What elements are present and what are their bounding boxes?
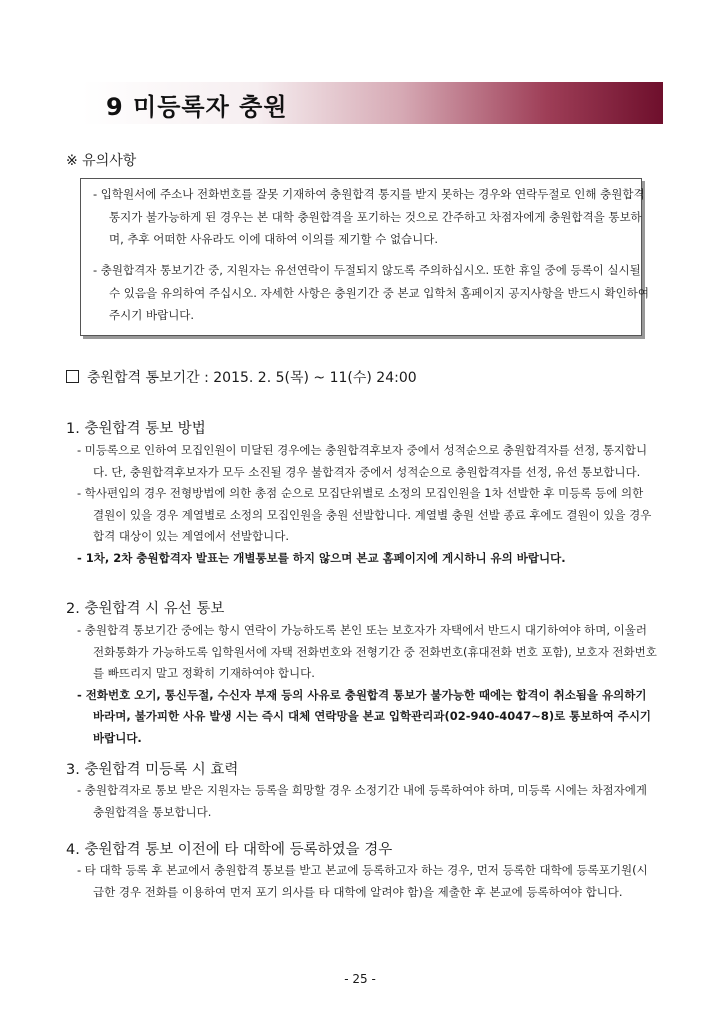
note-heading: ※ 유의사항: [66, 153, 137, 169]
section-heading: 1. 충원합격 통보 방법: [66, 421, 206, 437]
notification-period: [66, 367, 417, 387]
list-item: - 충원합격 통보기간 중에는 항시 연락이 가능하도록 본인 또는 보호자가 자택에서 반드시 대기하여야 하며, 이울러 전화통화가 가능하도록 입학원서에 자택 전화번호와 전형기간 중 전화번호(휴대전화 번호 포함), 보호자 전화번호를 빠뜨리지 말고 정확히 기재하여야 합니다.: [77, 623, 657, 680]
checkbox-icon: [66, 370, 79, 383]
list-item: - 충원합격자로 통보 받은 지원자는 등록을 희망할 경우 소정기간 내에 등록하여야 하며, 미등록 시에는 차점자에게 충원합격을 통보합니다.: [77, 783, 647, 819]
list-item: - 전화번호 오기, 통신두절, 수신자 부재 등의 사유로 충원합격 통보가 불가능한 때에는 합격이 취소됨을 유의하기 바라며, 불가피한 사유 발생 시는 즉시 대체 연락망을 본교 입학관리과(02-940-4047~8)로 통보하여 주시기 바랍니다.: [77, 687, 652, 745]
list-item: - 1차, 2차 충원합격자 발표는 개별통보를 하지 않으며 본교 홈페이지에 게시하니 유의 바랍니다.: [77, 550, 566, 565]
section-heading: 2. 충원합격 시 유선 통보: [66, 601, 225, 617]
list-item: - 타 대학 등록 후 본교에서 충원합격 통보를 받고 본교에 등록하고자 하는 경우, 먼저 등록한 대학에 등록포기원(시급한 경우 전화를 이용하여 먼저 포기 의사를 타 대학에 알려야 함)을 제출한 후 본교에 등록하여야 합니다.: [77, 863, 648, 899]
section-heading: 3. 충원합격 미등록 시 효력: [66, 762, 239, 778]
list-item: - 미등록으로 인하여 모집인원이 미달된 경우에는 충원합격후보자 중에서 성적순으로 충원합격자를 선정, 통지합니다. 단, 충원합격후보자가 모두 소진될 경우 불합격자 중에서 성적순으로 충원합격자를 선정, 유선 통보합니다.: [77, 443, 648, 479]
chapter-banner: [82, 82, 663, 124]
notice-box: [80, 178, 649, 336]
notice-item: - 충원합격자 통보기간 중, 지원자는 유선연락이 두절되지 않도록 주의하십시오. 또한 휴일 중에 등록이 실시될 수 있음을 유의하여 주십시오. 자세한 사항은 충원기간 중 본교 입학처 홈페이지 공지사항을 반드시 확인하여 주시기 바랍니다.: [93, 263, 649, 322]
section-body: [77, 620, 657, 749]
section-body: [77, 860, 657, 903]
section-heading: 4. 충원합격 통보 이전에 타 대학에 등록하였을 경우: [66, 842, 393, 858]
list-item: - 학사편입의 경우 전형방법에 의한 총점 순으로 모집단위별로 소정의 모집인원을 1차 선발한 후 미등록 등에 의한 결원이 있을 경우 계열별로 소정의 모집인원을 충원 선발합니다. 계열별 충원 선발 종료 후에도 결원이 있을 경우 합격 대상이 있는 계열에서 선발합니다.: [77, 486, 652, 543]
section-body: [77, 440, 657, 569]
page-number: - 25 -: [344, 972, 376, 986]
period-text: 충원합격 통보기간 : 2015. 2. 5(목) ~ 11(수) 24:00: [87, 370, 417, 386]
notice-item: - 입학원서에 주소나 전화번호를 잘못 기재하여 충원합격 통지를 받지 못하는 경우와 연락두절로 인해 충원합격 통지가 불가능하게 된 경우는 본 대학 충원합격을 포기하는 것으로 간주하고 차점자에게 충원합격을 통보하며, 추후 어떠한 사유라도 이에 대하여 이의를 제기할 수 없습니다.: [93, 187, 645, 246]
section-body: [77, 780, 657, 823]
chapter-title: 9 미등록자 충원: [106, 93, 288, 121]
